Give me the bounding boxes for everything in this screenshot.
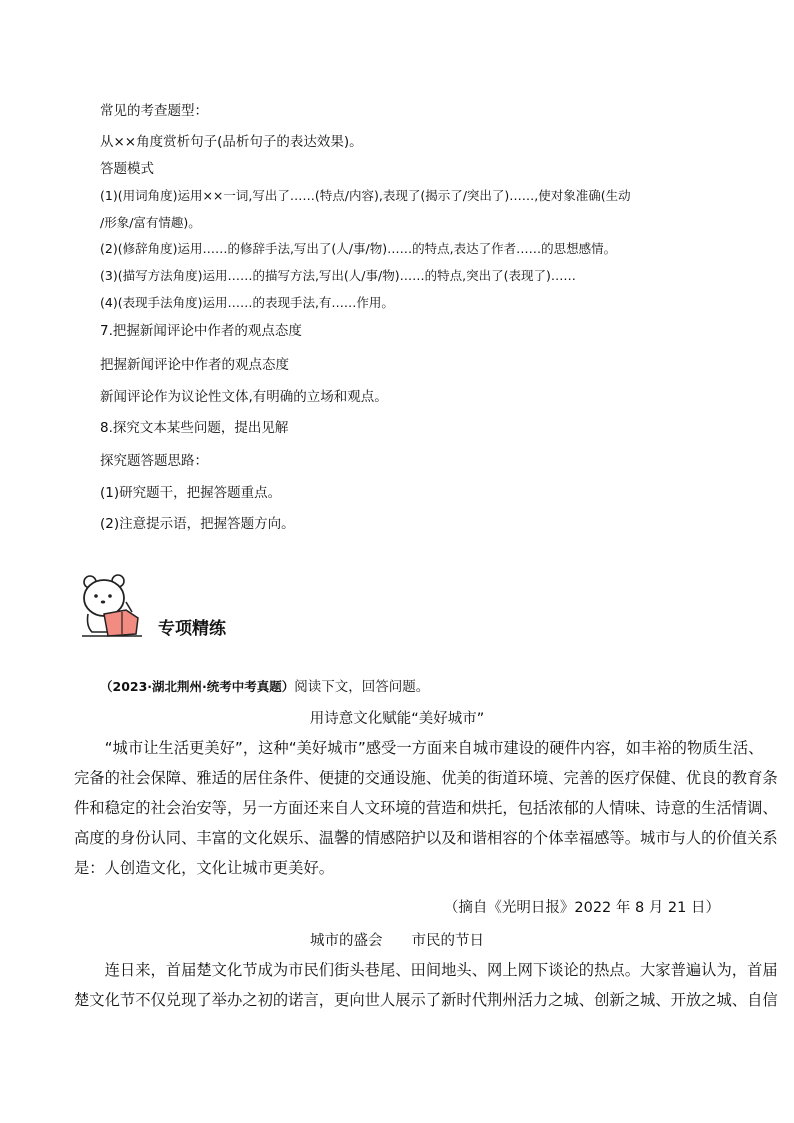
- paragraph-line: 件和稳定的社会治安等，另一方面还来自人文环境的营造和烘托，包括浓郁的人情味、诗意的生活情调、: [74, 799, 778, 817]
- text-line: 新闻评论作为议论性文体,有明确的立场和观点。: [100, 389, 388, 405]
- text-line: /形象/富有情趣)。: [100, 215, 201, 230]
- paragraph-line: 楚文化节不仅兑现了举办之初的诺言，更向世人展示了新时代荆州活力之城、创新之城、开放之城、自信: [74, 991, 778, 1009]
- exam-source-tag: （2023·湖北荆州·统考中考真题）: [100, 679, 295, 694]
- paragraph-line: 完备的社会保障、雅适的居住条件、便捷的交通设施、优美的街道环境、完善的医疗保健、优良的教育条: [74, 769, 778, 787]
- section-title: 专项精练: [158, 619, 226, 639]
- article-title: 用诗意文化赋能“美好城市”: [309, 711, 485, 727]
- text-line: (1)研究题干，把握答题重点。: [100, 485, 282, 501]
- paragraph-line: “城市让生活更美好”，这种“美好城市”感受一方面来自城市建设的硬件内容，如丰裕的物质生活、: [74, 739, 764, 757]
- text-line: (2)(修辞角度)运用……的修辞手法,写出了(人/事/物)……的特点,表达了作者……的思想感情。: [100, 241, 617, 256]
- article-paragraph: [74, 955, 778, 1015]
- paragraph-line: 是：人创造文化，文化让城市更美好。: [74, 859, 335, 877]
- text-line: 答题模式: [100, 161, 154, 177]
- paragraph-line: 连日来，首届楚文化节成为市民们街头巷尾、田间地头、网上网下谈论的热点。大家普遍认为，首届: [74, 961, 778, 979]
- text-line: 常见的考查题型：: [100, 103, 208, 119]
- bear-reading-icon: [78, 572, 150, 638]
- text-line: (4)(表现手法角度)运用……的表现手法,有……作用。: [100, 295, 394, 310]
- text-line: 从××角度赏析句子(品析句子的表达效果)。: [100, 134, 363, 150]
- heading-8: 8.探究文本某些问题，提出见解: [100, 420, 289, 436]
- text-line: 探究题答题思路：: [100, 453, 208, 469]
- paragraph-line: 高度的身份认同、丰富的文化娱乐、温馨的情感陪护以及和谐相容的个体幸福感等。城市与人的价值关系: [74, 829, 778, 847]
- text-line: (2)注意提示语，把握答题方向。: [100, 516, 295, 532]
- text-line: (3)(描写方法角度)运用……的描写方法,写出(人/事/物)……的特点,突出了(表现了)……: [100, 268, 576, 283]
- text-line: (1)(用词角度)运用××一词,写出了……(特点/内容),表现了(揭示了/突出了)……,使对象准确(生动: [100, 188, 631, 203]
- source-line: [100, 675, 429, 695]
- citation: （摘自《光明日报》2022 年 8 月 21 日）: [443, 900, 720, 916]
- article-title: 城市的盛会 市民的节日: [310, 933, 484, 949]
- instruction-text: 阅读下文，回答问题。: [294, 679, 430, 695]
- article-paragraph: [74, 733, 778, 883]
- heading-7: 7.把握新闻评论中作者的观点态度: [100, 323, 302, 339]
- text-line: 把握新闻评论中作者的观点态度: [100, 357, 289, 373]
